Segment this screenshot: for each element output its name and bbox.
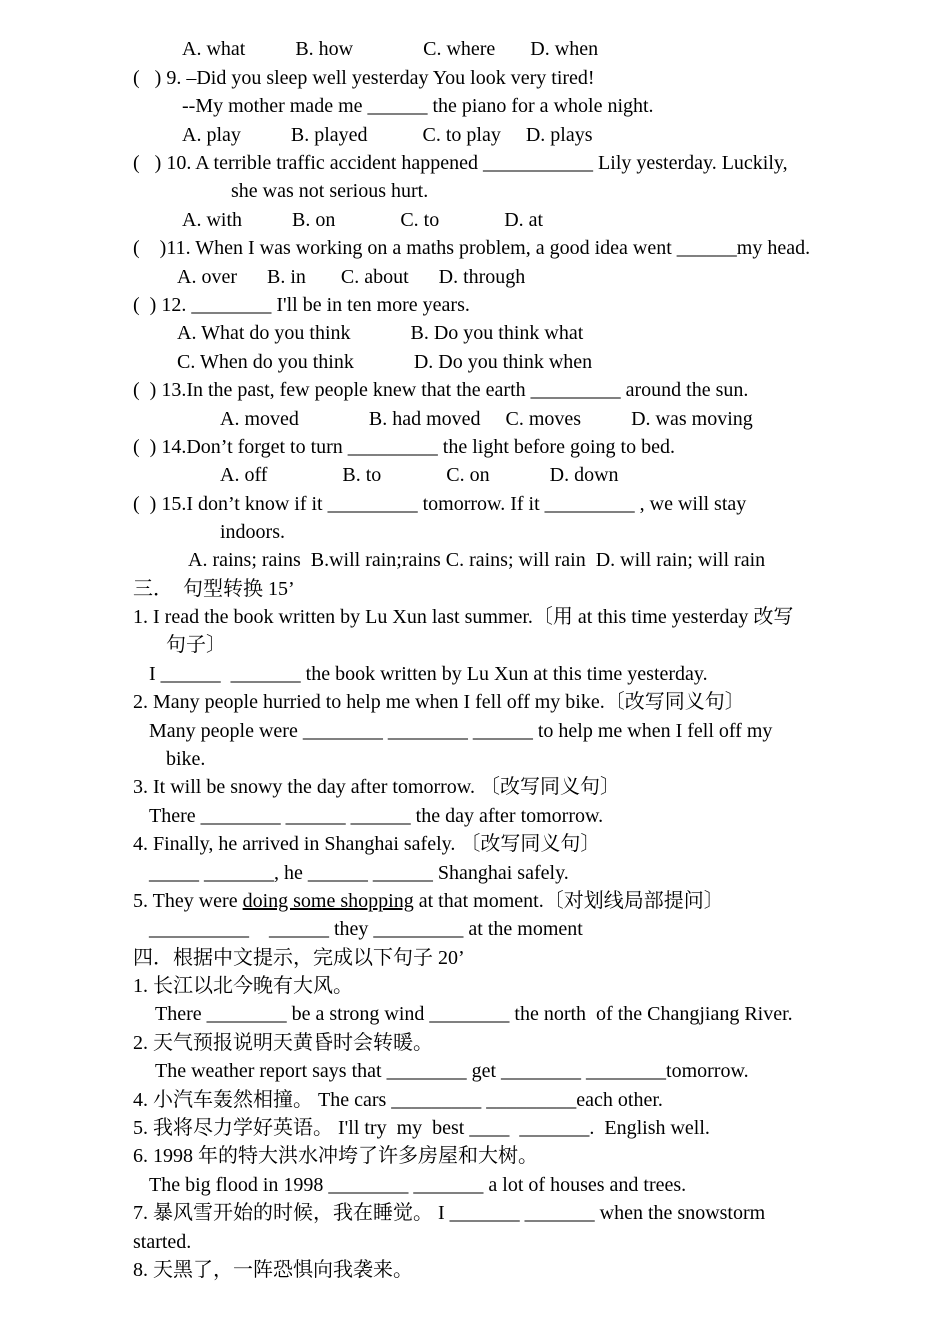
s4-item-8: 8. 天黑了，一阵恐惧向我袭来。 (133, 1259, 413, 1281)
s4-item-2-answer: The weather report says that ________ get ________ ________tomorrow. (155, 1060, 749, 1082)
s3-item-2-answer: Many people were ________ ________ ______ to help me when I fell off my (149, 720, 773, 742)
s4-item-1-answer: There ________ be a strong wind ________ the north of the Changjiang River. (155, 1003, 793, 1025)
s4-item-6: 6. 1998 年的特大洪水冲垮了许多房屋和大树。 (133, 1145, 538, 1167)
section-3-heading: 三． 句型转换 15’ (133, 578, 295, 600)
s3-item-3-answer: There ________ ______ ______ the day after tomorrow. (149, 805, 604, 827)
q10-options: A. with B. on C. to D. at (182, 209, 544, 231)
s3-item-1-cont: 句子〕 (166, 634, 226, 656)
s4-item-2: 2. 天气预报说明天黄昏时会转暖。 (133, 1032, 433, 1054)
s3-item-5-text-a: 5. They were (133, 890, 243, 912)
s3-item-4-answer: _____ _______, he ______ ______ Shanghai safely. (149, 862, 569, 884)
q15-options: A. rains; rains B.will rain;rains C. rains; will rain D. will rain; will rain (188, 549, 766, 571)
q10-question-cont: she was not serious hurt. (231, 180, 429, 202)
q9-response: --My mother made me ______ the piano for a whole night. (182, 95, 654, 117)
s4-item-4: 4. 小汽车轰然相撞。 The cars _________ _________each other. (133, 1089, 663, 1111)
q13-question: ( ) 13.In the past, few people knew that the earth _________ around the sun. (133, 379, 749, 401)
s3-item-5-answer: __________ ______ they _________ at the moment (149, 918, 583, 940)
s4-item-7: 7. 暴风雪开始的时候，我在睡觉。 I _______ _______ when the snowstorm (133, 1202, 766, 1224)
s4-item-5: 5. 我将尽力学好英语。 I'll try my best ____ _______. English well. (133, 1117, 710, 1139)
s3-item-2-answer-cont: bike. (166, 748, 206, 770)
q11-question: ( )11. When I was working on a maths problem, a good idea went ______my head. (133, 237, 811, 259)
q15-question-cont: indoors. (220, 521, 285, 543)
q11-options: A. over B. in C. about D. through (177, 266, 526, 288)
q14-question: ( ) 14.Don’t forget to turn _________ the light before going to bed. (133, 436, 675, 458)
q15-question: ( ) 15.I don’t know if it _________ tomorrow. If it _________ , we will stay (133, 493, 747, 515)
q13-options: A. moved B. had moved C. moves D. was moving (220, 408, 753, 430)
s3-item-5-text-b: at that moment.〔对划线局部提问〕 (413, 890, 724, 912)
s3-item-3: 3. It will be snowy the day after tomorrow. 〔改写同义句〕 (133, 776, 620, 798)
q12-question: ( ) 12. ________ I'll be in ten more years. (133, 294, 470, 316)
s3-item-5 (133, 889, 724, 913)
section-4-heading: 四．根据中文提示，完成以下句子 20’ (133, 947, 465, 969)
s3-item-4: 4. Finally, he arrived in Shanghai safely. 〔改写同义句〕 (133, 833, 601, 855)
s3-item-1-answer: I ______ _______ the book written by Lu Xun at this time yesterday. (149, 663, 708, 685)
underlined-phrase: doing some shopping (242, 890, 414, 912)
q8-options: A. what B. how C. where D. when (182, 38, 599, 60)
s3-item-2: 2. Many people hurried to help me when I fell off my bike.〔改写同义句〕 (133, 691, 745, 713)
q9-options: A. play B. played C. to play D. plays (182, 124, 593, 146)
q12-options-ab: A. What do you think B. Do you think what (177, 322, 584, 344)
s4-item-6-answer: The big flood in 1998 ________ _______ a lot of houses and trees. (149, 1174, 687, 1196)
s4-item-7-cont: started. (133, 1231, 192, 1253)
q10-question: ( ) 10. A terrible traffic accident happened ___________ Lily yesterday. Luckily, (133, 152, 788, 174)
s4-item-1: 1. 长江以北今晚有大风。 (133, 975, 353, 997)
s3-item-1: 1. I read the book written by Lu Xun last summer.〔用 at this time yesterday 改写 (133, 606, 794, 628)
q14-options: A. off B. to C. on D. down (220, 464, 619, 486)
q12-options-cd: C. When do you think D. Do you think when (177, 351, 593, 373)
q9-question: ( ) 9. –Did you sleep well yesterday You look very tired! (133, 67, 595, 89)
